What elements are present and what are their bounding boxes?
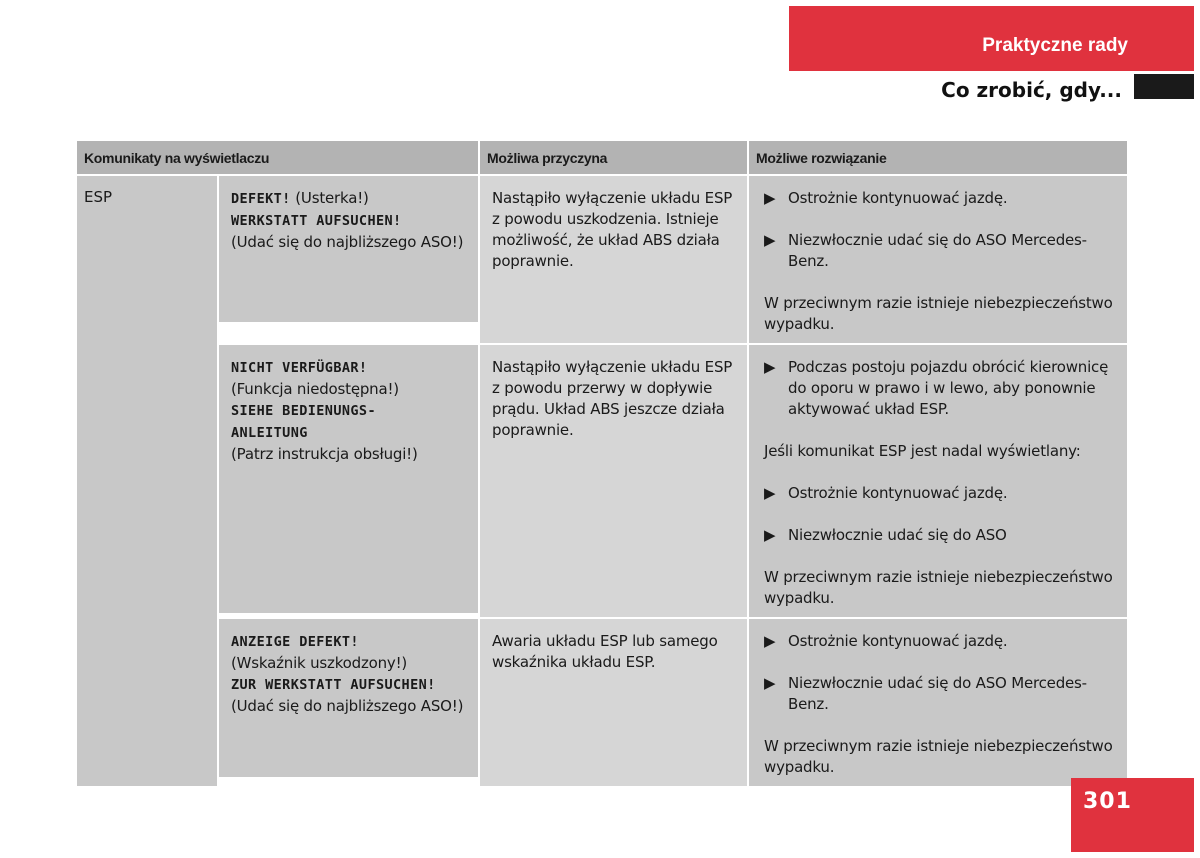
message-translation: (Udać się do najbliższego ASO!) [231,233,464,251]
column-header-solution: Możliwe rozwiązanie [749,141,1127,174]
solution-step: ▶ Podczas postoju pojazdu obrócić kierownicę do oporu w prawo i w lewo, aby ponownie aktywować układ ESP. [764,358,1109,418]
message-translation: (Patrz instrukcja obsługi!) [231,445,418,463]
solution-cell [749,176,1127,343]
solution-step: ▶ Ostrożnie kontynuować jazdę. [764,189,1008,207]
display-message-text: DEFEKT! (Usterka!) [231,189,369,207]
triangle-right-icon: ▶ [764,526,776,544]
column-header-messages: Komunikaty na wyświetlaczu [77,141,478,174]
display-message-text: ANLEITUNG [231,425,308,441]
solution-step: ▶ Ostrożnie kontynuować jazdę. [764,484,1008,502]
solution-step: ▶ Niezwłocznie udać się do ASO [764,526,1007,544]
triangle-right-icon: ▶ [764,674,776,692]
display-message-text: ANZEIGE DEFEKT! [231,634,359,650]
solution-step: ▶ Niezwłocznie udać się do ASO Mercedes-Benz. [764,674,1087,713]
subsection-title: Co zrobić, gdy... [941,78,1122,102]
solution-note: W przeciwnym razie istnieje niebezpieczeństwo wypadku. [764,568,1113,607]
message-translation: (Funkcja niedostępna!) [231,380,399,398]
solution-note: W przeciwnym razie istnieje niebezpieczeństwo wypadku. [764,737,1113,776]
triangle-right-icon: ▶ [764,231,776,249]
page-number: 301 [1083,789,1132,814]
solution-note: Jeśli komunikat ESP jest nadal wyświetlany: [764,442,1081,460]
solution-cell [749,345,1127,617]
solution-cell [749,619,1127,786]
cause-cell: Nastąpiło wyłączenie układu ESP z powodu przerwy w dopływie prądu. Układ ABS jeszcze działa poprawnie. [480,345,747,617]
display-message-text: ZUR WERKSTATT AUFSUCHEN! [231,677,436,693]
display-message-text: WERKSTATT AUFSUCHEN! [231,213,402,229]
solution-note: W przeciwnym razie istnieje niebezpieczeństwo wypadku. [764,294,1113,333]
message-translation: (Wskaźnik uszkodzony!) [231,654,408,672]
display-message-text: NICHT VERFÜGBAR! [231,360,368,376]
triangle-right-icon: ▶ [764,632,776,650]
message-translation: (Udać się do najbliższego ASO!) [231,697,464,715]
system-label-cell: ESP [77,176,217,786]
triangle-right-icon: ▶ [764,358,776,376]
message-cell [219,345,478,613]
display-message-text: SIEHE BEDIENUNGS- [231,403,376,419]
solution-step: ▶ Ostrożnie kontynuować jazdę. [764,632,1008,650]
message-cell [219,176,478,322]
section-tab-marker [1134,74,1194,99]
table-grid [77,141,1123,786]
messages-table [77,141,1123,786]
solution-step: ▶ Niezwłocznie udać się do ASO Mercedes-Benz. [764,231,1087,270]
triangle-right-icon: ▶ [764,484,776,502]
section-title: Praktyczne rady [982,35,1128,56]
triangle-right-icon: ▶ [764,189,776,207]
message-cell [219,619,478,777]
column-header-cause: Możliwa przyczyna [480,141,747,174]
cause-cell: Nastąpiło wyłączenie układu ESP z powodu uszkodzenia. Istnieje możliwość, że układ ABS działa poprawnie. [480,176,747,343]
cause-cell: Awaria układu ESP lub samego wskaźnika układu ESP. [480,619,747,786]
